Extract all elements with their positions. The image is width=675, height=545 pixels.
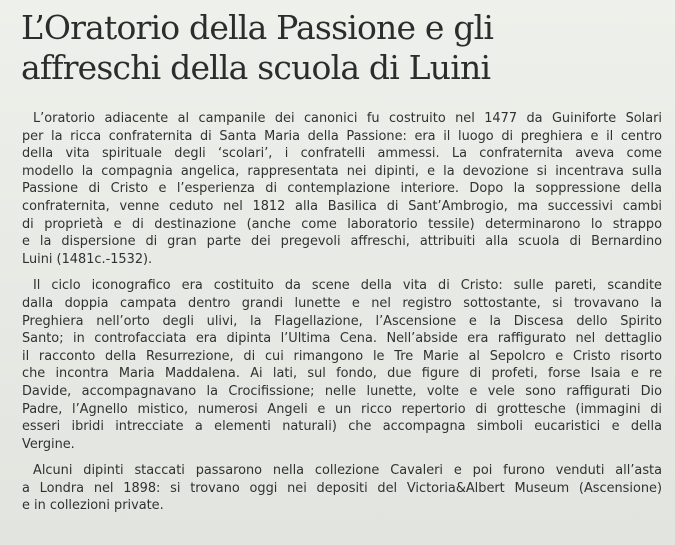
paragraph-line: Preghiera nell’orto degli ulivi, la Flagellazione, l’Ascensione e la Discesa dello Spirito bbox=[22, 313, 662, 329]
paragraph-line: Passione di Cristo e l’esperienza di contemplazione interiore. Dopo la soppressione della bbox=[22, 181, 662, 197]
title-line-2: affreschi della scuola di Luini bbox=[21, 48, 491, 87]
paragraph-line: e in collezioni private. bbox=[22, 498, 164, 514]
paragraph-line: L’oratorio adiacente al campanile dei canonici fu costruito nel 1477 da Guiniforte Solari bbox=[33, 111, 662, 126]
paragraph-line: dalla doppia campata dentro grandi lunette e nel registro sottostante, si trovavano la bbox=[22, 295, 662, 311]
paragraph-line: Il ciclo iconografico era costituito da scene della vita di Cristo: sulle pareti, scandite bbox=[33, 278, 662, 294]
paragraph-iconography bbox=[22, 277, 662, 453]
paragraph-line: Santo; in controfacciata era dipinta l’Ultima Cena. Nell’abside era raffigurato nel dettaglio bbox=[22, 331, 662, 347]
paragraph-dispersion bbox=[22, 462, 662, 515]
paragraph-line: che incontra Maria Maddalena. Ai lati, sul fondo, due figure di profeti, forse Isaia e re bbox=[22, 366, 662, 382]
paragraph-line: il racconto della Resurrezione, di cui rimangono le Tre Marie al Sepolcro e Cristo risorto bbox=[22, 348, 662, 364]
paragraph-line: per la ricca confraternita di Santa Maria della Passione: era il luogo di preghiera e il centro bbox=[22, 128, 662, 144]
paragraph-line: Vergine. bbox=[22, 436, 75, 452]
paragraph-line: della vita spirituale degli ‘scolari’, i confratelli ammessi. La confraternita aveva come bbox=[22, 146, 662, 162]
paragraph-line: esseri ibridi intrecciate a elementi naturali) che accompagna simboli eucaristici e della bbox=[22, 419, 662, 435]
paragraph-history bbox=[22, 110, 662, 268]
paragraph-line: Alcuni dipinti staccati passarono nella collezione Cavaleri e poi furono venduti all’asta bbox=[33, 463, 662, 479]
paragraph-line: Luini (1481c.-1532). bbox=[22, 251, 153, 267]
paragraph-line: Padre, l’Agnello mistico, numerosi Angeli e un ricco repertorio di grottesche (immagini di bbox=[22, 401, 662, 417]
paragraph-line: confraternita, venne ceduto nel 1812 alla Basilica di Sant’Ambrogio, ma successivi cambi bbox=[22, 198, 662, 214]
panel-title bbox=[21, 8, 641, 88]
paragraph-line: e la dispersione di gran parte dei pregevoli affreschi, attribuiti alla scuola di Bernardino bbox=[22, 234, 662, 250]
paragraph-line: di proprietà e di destinazione (anche come laboratorio tessile) determinarono lo strappo bbox=[22, 216, 662, 232]
paragraph-line: Davide, accompagnavano la Crocifissione; nelle lunette, volte e vele sono raffigurati Dio bbox=[22, 383, 662, 399]
panel-body-text bbox=[22, 110, 662, 524]
paragraph-line: modello la compagnia angelica, rappresentata nei dipinti, e la devozione si incentrava sulla bbox=[22, 163, 662, 179]
title-line-1: L’Oratorio della Passione e gli bbox=[21, 8, 494, 47]
paragraph-line: a Londra nel 1898: si trovano oggi nei depositi del Victoria&Albert Museum (Ascensione) bbox=[22, 480, 662, 496]
